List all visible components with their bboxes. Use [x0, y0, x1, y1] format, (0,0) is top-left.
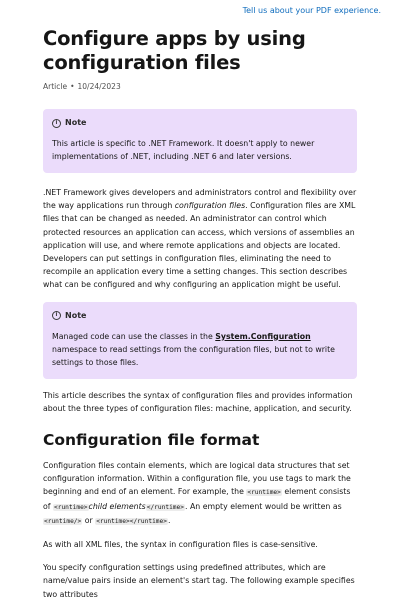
intro-paragraph — [43, 186, 357, 292]
article-date: 10/24/2023 — [77, 82, 121, 91]
p1-text-e: . — [167, 515, 171, 525]
p1-text-b: element consists of — [43, 487, 351, 511]
meta-separator: • — [70, 82, 75, 91]
syntax-intro-paragraph: This article describes the syntax of configuration files and provides information about the three types of configuration files: machine, application, and security. — [43, 390, 353, 413]
code-runtime-close: </runtime> — [146, 503, 184, 511]
case-sensitive-paragraph: As with all XML files, the syntax in configuration files is case-sensitive. — [43, 540, 318, 550]
info-icon: i — [52, 311, 61, 320]
note-header — [52, 118, 348, 128]
note-label: Note — [65, 118, 87, 127]
code-runtime-pair: <runtime></runtime> — [96, 517, 167, 525]
note-text: This article is specific to .NET Framework. It doesn't apply to newer implementations of .NET, including .NET 6 and later versions. — [52, 139, 315, 161]
note-text-before: Managed code can use the classes in the — [52, 331, 216, 341]
p1-text-d: or — [82, 515, 96, 525]
note-text — [52, 330, 348, 369]
intro-text-1: .NET Framework gives developers and administrators control and flexibility over the way applications run through — [43, 188, 357, 211]
note-callout-system-configuration — [43, 302, 357, 379]
system-configuration-link[interactable]: System.Configuration — [215, 331, 311, 341]
intro-text-2: . Configuration files are XML files that can be changed as needed. An administrator can control which protected resources an application can access, which versions of assemblies an application will use, and where remote applications and objects are located. Developers can put settings in configuration files, eliminating the need to recompile an application every time a setting changes. This section describes what can be configured and why configuring an application might be useful. — [43, 201, 356, 290]
info-icon: i — [52, 119, 61, 128]
code-runtime-empty: <runtime/> — [44, 517, 82, 525]
intro-emphasis: configuration files — [174, 201, 246, 211]
note-callout-framework — [43, 109, 357, 173]
p1-child-elements: child elements — [88, 501, 146, 511]
note-label: Note — [65, 310, 87, 320]
note-header — [52, 311, 348, 321]
p1-text-a: Configuration files contain elements, which are logical data structures that set configuration information. Within a configuration file, you use tags to mark the beginning and end of an element. For example, the — [43, 461, 351, 497]
article-type: Article — [43, 82, 68, 91]
note-text-after: namespace to read settings from the configuration files, but not to write settings to those files. — [52, 344, 335, 367]
p1-text-c: . An empty element would be written as — [185, 501, 342, 511]
code-runtime: <runtime> — [247, 489, 281, 497]
article-content — [43, 27, 357, 601]
article-meta — [43, 82, 357, 92]
pdf-feedback-link[interactable]: Tell us about your PDF experience. — [242, 6, 381, 15]
attributes-paragraph: You specify configuration settings using predefined attributes, which are name/value pairs inside an element's start tag. The following example specifies two attributes — [43, 563, 355, 599]
section-heading: Configuration file format — [43, 431, 260, 450]
page-title: Configure apps by using configuration files — [43, 27, 306, 74]
code-runtime-open: <runtime> — [54, 503, 88, 511]
config-format-paragraph — [43, 459, 357, 528]
